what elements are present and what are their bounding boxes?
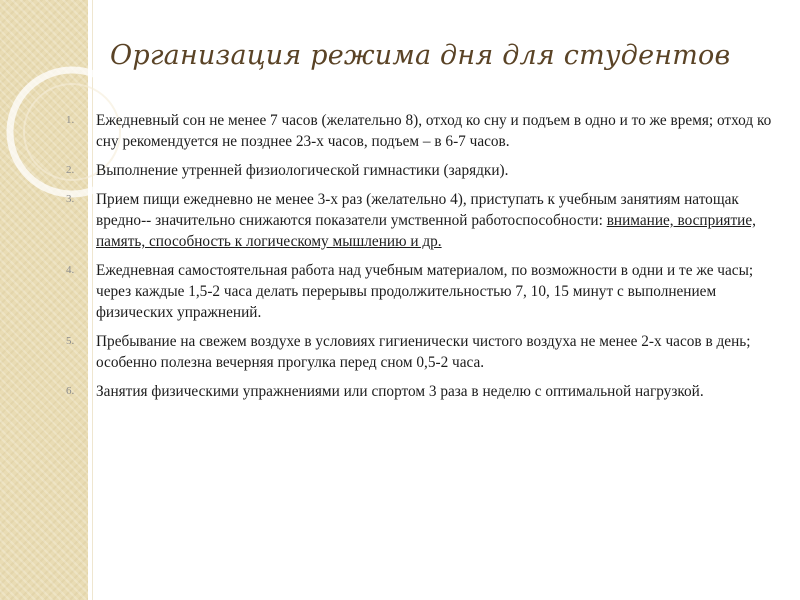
regimen-list — [66, 110, 778, 410]
list-item — [66, 381, 778, 402]
list-item — [66, 260, 778, 323]
list-item-text: Занятия физическими упражнениями или спортом 3 раза в неделю с оптимальной нагрузкой. — [96, 383, 704, 400]
list-item-number: 1. — [66, 114, 75, 126]
list-item-text: Пребывание на свежем воздухе в условиях гигиенически чистого воздуха не менее 2-х часов в день; особенно полезна вечерняя прогулка перед сном 0,5-2 часа. — [96, 333, 751, 371]
list-item-number: 6. — [66, 385, 75, 397]
list-item — [66, 160, 778, 181]
list-item-text-wrapper — [96, 189, 778, 252]
list-item-underlined-text: внимание, восприятие, память, способность к логическому мышлению и др. — [96, 212, 756, 250]
list-item — [66, 331, 778, 373]
list-item — [66, 189, 778, 252]
list-item-number: 5. — [66, 335, 75, 347]
list-item-number: 2. — [66, 164, 75, 176]
page-title: Организация режима дня для студентов — [110, 40, 731, 71]
list-item-text: Прием пищи ежедневно не менее 3-х раз (желательно 4), приступать к учебным занятиям натощак вредно-- значительно снижаются показатели умственной работоспособности: — [96, 191, 739, 229]
list-item-text: Выполнение утренней физиологической гимнастики (зарядки). — [96, 162, 509, 179]
list-item — [66, 110, 778, 152]
list-item-number: 3. — [66, 193, 75, 205]
list-item-text: Ежедневная самостоятельная работа над учебным материалом, по возможности в одни и те же часы; через каждые 1,5-2 часа делать перерывы продолжительностью 7, 10, 15 минут с выполнением физических упражнений. — [96, 262, 754, 321]
list-item-number: 4. — [66, 264, 75, 276]
list-item-text: Ежедневный сон не менее 7 часов (желательно 8), отход ко сну и подъем в одно и то же время; отход ко сну рекомендуется не позднее 23-х часов, подъем – в 6-7 часов. — [96, 112, 772, 150]
